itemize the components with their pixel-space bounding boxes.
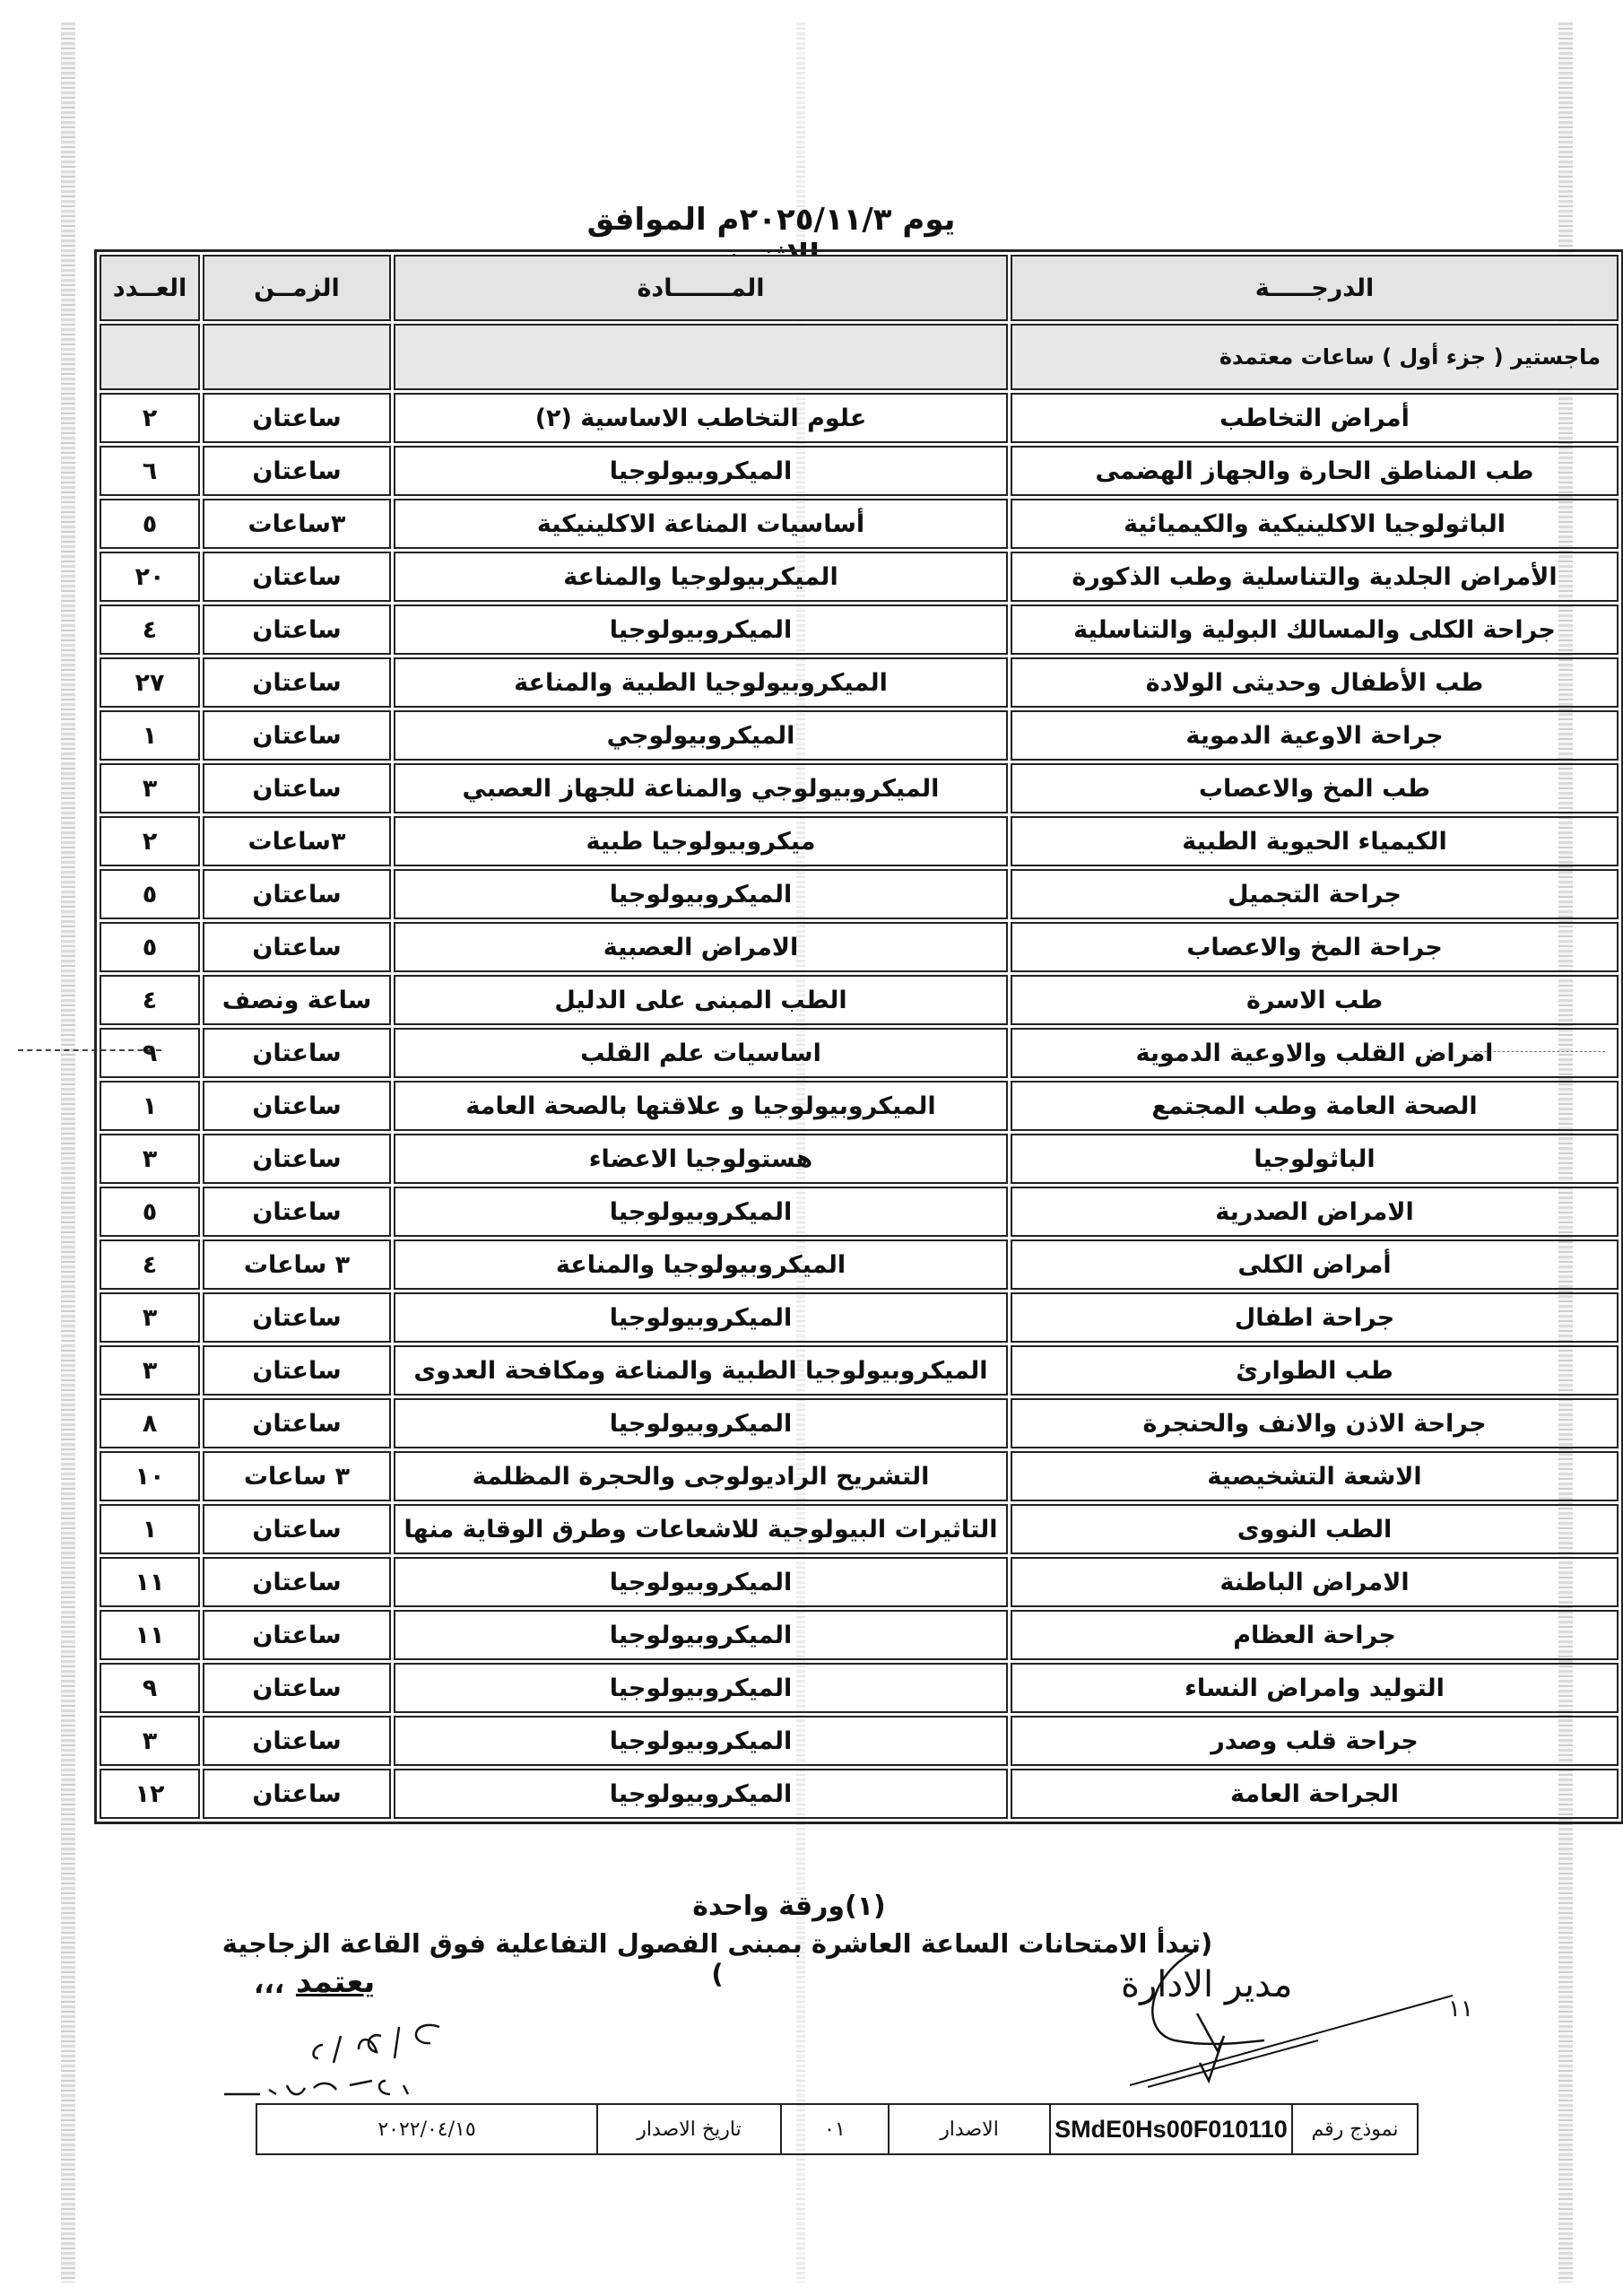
issue-label: الاصدار — [889, 2104, 1050, 2154]
approve-dots: ،،، — [254, 1969, 285, 2000]
exam-start-note: (تبدأ الامتحانات الساعة العاشرة بمبنى الفصول التفاعلية فوق القاعة الزجاجية ) — [221, 1928, 1213, 1989]
count-cell: ٥ — [100, 922, 200, 972]
issue-date: ٢٠٢٢/٠٤/١٥ — [256, 2104, 597, 2154]
time-cell: ٣ساعات — [203, 816, 391, 866]
table-row — [100, 816, 1619, 866]
table-row — [100, 1187, 1619, 1237]
table-row — [100, 1134, 1619, 1184]
count-cell: ٣ — [100, 1292, 200, 1343]
table-row — [100, 1081, 1619, 1131]
degree-cell: أمراض الكلى — [1011, 1239, 1619, 1290]
subject-cell: الميكروبيولوجيا — [394, 604, 1008, 655]
degree-cell: الباثولوجيا — [1011, 1134, 1619, 1184]
time-cell: ساعتان — [203, 1610, 391, 1660]
degree-cell: طب الاسرة — [1011, 975, 1619, 1025]
count-cell: ٩ — [100, 1028, 200, 1078]
time-cell: ٣ ساعات — [203, 1239, 391, 1290]
subject-cell: الطب المبنى على الدليل — [394, 975, 1008, 1025]
header-degree: الدرجـــــة — [1011, 255, 1619, 321]
degree-cell: جراحة العظام — [1011, 1610, 1619, 1660]
table-row — [100, 1451, 1619, 1501]
header-count: العــدد — [100, 255, 200, 321]
time-cell: ساعتان — [203, 1504, 391, 1554]
table-row — [100, 1557, 1619, 1607]
count-cell: ٢٧ — [100, 657, 200, 708]
time-cell: ساعتان — [203, 552, 391, 602]
degree-cell: الصحة العامة وطب المجتمع — [1011, 1081, 1619, 1131]
subject-cell: الميكروبيولوجي والمناعة للجهاز العصبي — [394, 763, 1008, 813]
manager-label: مدير الادارة — [1121, 1964, 1293, 2005]
subject-cell: التاثيرات البيولوجية للاشعاعات وطرق الوقاية منها — [394, 1504, 1008, 1554]
approver-signature — [215, 2009, 484, 2108]
count-cell: ٥ — [100, 499, 200, 549]
count-cell: ١٠ — [100, 1451, 200, 1501]
degree-cell: الاشعة التشخيصية — [1011, 1451, 1619, 1501]
time-cell: ساعتان — [203, 657, 391, 708]
degree-cell: جراحة قلب وصدر — [1011, 1716, 1619, 1766]
time-cell: ساعتان — [203, 1187, 391, 1237]
form-info-table — [256, 2103, 1419, 2155]
scan-artifact-left — [61, 22, 75, 2283]
count-cell: ٩ — [100, 1663, 200, 1713]
table-row — [100, 1716, 1619, 1766]
time-cell: ساعتان — [203, 604, 391, 655]
degree-cell: التوليد وامراض النساء — [1011, 1663, 1619, 1713]
subject-cell: الميكروبيولوجيا — [394, 446, 1008, 496]
subject-cell: ميكروبيولوجيا طبية — [394, 816, 1008, 866]
table-row — [100, 1610, 1619, 1660]
degree-cell: الجراحة العامة — [1011, 1769, 1619, 1819]
count-cell: ١ — [100, 710, 200, 761]
time-cell: ساعتان — [203, 1081, 391, 1131]
degree-cell: طب المناطق الحارة والجهاز الهضمى — [1011, 446, 1619, 496]
count-cell: ٣ — [100, 1716, 200, 1766]
time-cell: ساعة ونصف — [203, 975, 391, 1025]
time-cell: ساعتان — [203, 710, 391, 761]
time-cell: ساعتان — [203, 1663, 391, 1713]
degree-cell: طب الطوارئ — [1011, 1345, 1619, 1396]
count-cell: ٤ — [100, 975, 200, 1025]
count-cell: ٣ — [100, 1345, 200, 1396]
header-subject: المـــــــادة — [394, 255, 1008, 321]
exam-schedule-table — [94, 249, 1623, 1824]
table-row — [100, 922, 1619, 972]
time-cell: ساعتان — [203, 1134, 391, 1184]
count-cell: ٤ — [100, 1239, 200, 1290]
count-cell: ١ — [100, 1081, 200, 1131]
table-row — [100, 657, 1619, 708]
count-cell: ١٢ — [100, 1769, 200, 1819]
group-empty-cell — [100, 324, 200, 390]
count-cell: ٥ — [100, 1187, 200, 1237]
one-paper-note: (١)ورقة واحدة — [692, 1891, 886, 1922]
subject-cell: الميكربيولوجيا والمناعة — [394, 552, 1008, 602]
time-cell: ساعتان — [203, 1028, 391, 1078]
subject-cell: هستولوجيا الاعضاء — [394, 1134, 1008, 1184]
degree-cell: أمراض التخاطب — [1011, 393, 1619, 443]
table-row — [100, 393, 1619, 443]
table-row — [100, 1663, 1619, 1713]
count-cell: ٥ — [100, 869, 200, 919]
degree-cell: الطب النووى — [1011, 1504, 1619, 1554]
table-row — [100, 1345, 1619, 1396]
form-number-label: نموذج رقم — [1292, 2104, 1418, 2154]
count-cell: ٢٠ — [100, 552, 200, 602]
time-cell: ساعتان — [203, 763, 391, 813]
degree-cell: الامراض الصدرية — [1011, 1187, 1619, 1237]
degree-cell: جراحة اطفال — [1011, 1292, 1619, 1343]
degree-cell: جراحة التجميل — [1011, 869, 1619, 919]
table-row — [100, 499, 1619, 549]
degree-cell: طب الأطفال وحديثى الولادة — [1011, 657, 1619, 708]
degree-cell: الباثولوجيا الاكلينيكية والكيميائية — [1011, 499, 1619, 549]
group-empty-cell — [203, 324, 391, 390]
count-cell: ١ — [100, 1504, 200, 1554]
count-cell: ٣ — [100, 1134, 200, 1184]
degree-cell: امراض القلب والاوعية الدموية — [1011, 1028, 1619, 1078]
subject-cell: الميكروبيولوجي — [394, 710, 1008, 761]
subject-cell: الميكروبيولوجيا — [394, 1769, 1008, 1819]
form-code: SMdE0Hs00F010110 — [1050, 2104, 1292, 2154]
page-title: يوم ٢٠٢٥/١١/٣م الموافق — [586, 202, 956, 238]
subject-cell: الميكروبيولوجيا — [394, 1187, 1008, 1237]
count-cell: ٢ — [100, 393, 200, 443]
time-cell: ساعتان — [203, 869, 391, 919]
degree-cell: الأمراض الجلدية والتناسلية وطب الذكورة — [1011, 552, 1619, 602]
time-cell: ساعتان — [203, 1769, 391, 1819]
count-cell: ٦ — [100, 446, 200, 496]
approve-label: يعتمد — [296, 1964, 376, 2000]
subject-cell: الميكروبيولوجيا — [394, 1663, 1008, 1713]
degree-cell: جراحة الكلى والمسالك البولية والتناسلية — [1011, 604, 1619, 655]
issue-value: ٠١ — [781, 2104, 889, 2154]
count-cell: ٤ — [100, 604, 200, 655]
subject-cell: التشريح الراديولوجى والحجرة المظلمة — [394, 1451, 1008, 1501]
time-cell: ساعتان — [203, 922, 391, 972]
count-cell: ٢ — [100, 816, 200, 866]
subject-cell: الميكروبيولوجيا — [394, 1292, 1008, 1343]
subject-cell: الميكروبيولوجيا الطبية والمناعة — [394, 657, 1008, 708]
subject-cell: علوم التخاطب الاساسية (٢) — [394, 393, 1008, 443]
table-row — [100, 975, 1619, 1025]
time-cell: ساعتان — [203, 1557, 391, 1607]
subject-cell: اساسيات علم القلب — [394, 1028, 1008, 1078]
time-cell: ساعتان — [203, 1716, 391, 1766]
subject-cell: أساسيات المناعة الاكلينيكية — [394, 499, 1008, 549]
subject-cell: الميكروبيولوجيا — [394, 1716, 1008, 1766]
subject-cell: الميكروبيولوجيا والمناعة — [394, 1239, 1008, 1290]
table-row — [100, 763, 1619, 813]
group-row — [100, 324, 1619, 390]
table-row — [100, 1504, 1619, 1554]
issue-date-label: تاريخ الاصدار — [597, 2104, 781, 2154]
count-cell: ٣ — [100, 763, 200, 813]
subject-cell: الميكروبيولوجيا — [394, 1398, 1008, 1448]
subject-cell: الميكروبيولوجيا — [394, 869, 1008, 919]
count-cell: ١١ — [100, 1557, 200, 1607]
time-cell: ساعتان — [203, 1292, 391, 1343]
degree-cell: جراحة المخ والاعصاب — [1011, 922, 1619, 972]
page-number: ١١ — [1448, 1996, 1473, 2022]
table-row — [100, 1028, 1619, 1078]
subject-cell: الامراض العصبية — [394, 922, 1008, 972]
degree-cell: طب المخ والاعصاب — [1011, 763, 1619, 813]
time-cell: ساعتان — [203, 446, 391, 496]
time-cell: ٣ ساعات — [203, 1451, 391, 1501]
subject-cell: الميكروبيولوجيا — [394, 1557, 1008, 1607]
group-empty-cell — [394, 324, 1008, 390]
count-cell: ٨ — [100, 1398, 200, 1448]
table-row — [100, 869, 1619, 919]
table-row — [100, 710, 1619, 761]
degree-cell: الكيمياء الحيوية الطبية — [1011, 816, 1619, 866]
table-row — [100, 552, 1619, 602]
count-cell: ١١ — [100, 1610, 200, 1660]
time-cell: ساعتان — [203, 393, 391, 443]
header-time: الزمــن — [203, 255, 391, 321]
table-row — [100, 1769, 1619, 1819]
form-info-row — [256, 2104, 1418, 2154]
subject-cell: الميكروبيولوجيا و علاقتها بالصحة العامة — [394, 1081, 1008, 1131]
time-cell: ٣ساعات — [203, 499, 391, 549]
subject-cell: الميكروبيولوجيا — [394, 1610, 1008, 1660]
degree-cell: جراحة الاوعية الدموية — [1011, 710, 1619, 761]
table-row — [100, 446, 1619, 496]
manager-signature — [1094, 1942, 1471, 2094]
table-row — [100, 1239, 1619, 1290]
degree-cell: جراحة الاذن والانف والحنجرة — [1011, 1398, 1619, 1448]
subject-cell: الميكروبيولوجيا الطبية والمناعة ومكافحة العدوى — [394, 1345, 1008, 1396]
table-header-row — [100, 255, 1619, 321]
time-cell: ساعتان — [203, 1398, 391, 1448]
degree-cell: الامراض الباطنة — [1011, 1557, 1619, 1607]
group-label: ماجستير ( جزء أول ) ساعات معتمدة — [1011, 324, 1619, 390]
table-row — [100, 1398, 1619, 1448]
table-row — [100, 1292, 1619, 1343]
table-row — [100, 604, 1619, 655]
time-cell: ساعتان — [203, 1345, 391, 1396]
